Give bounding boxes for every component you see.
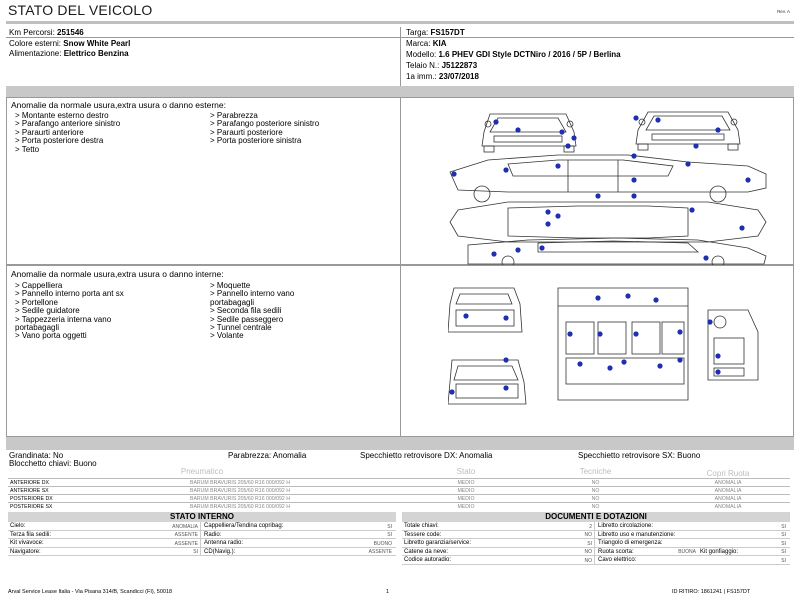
windshield-status: Parabrezza: Anomalia xyxy=(228,451,307,460)
plate-field: Targa: FS157DT xyxy=(406,28,465,37)
damage-marker xyxy=(503,315,508,320)
kv-label: Catene da neve: xyxy=(404,548,449,555)
page-title: STATO DEL VEICOLO xyxy=(8,2,153,18)
tyre-copri: ANOMALIA xyxy=(714,504,742,510)
damage-item: > Tetto xyxy=(15,144,40,154)
kv-label: Kit gonfiaggio: xyxy=(700,548,739,555)
damage-marker xyxy=(515,247,520,252)
exterior-damage-markers xyxy=(451,115,750,260)
damage-marker xyxy=(559,129,564,134)
kv-label: Ruota scorta: xyxy=(598,548,634,555)
kv-row xyxy=(8,531,396,540)
interior-cabin-top xyxy=(558,288,688,400)
divider xyxy=(200,522,201,531)
damage-marker xyxy=(621,359,626,364)
kv-label: Libretto garanzia/service: xyxy=(404,540,472,546)
chassis-field: Telaio N.: J5122873 xyxy=(406,61,478,70)
damage-item: > Tappezzeria interna vano xyxy=(15,314,112,324)
kv-value: SI xyxy=(781,523,786,530)
damage-item: > Pannello interno vano xyxy=(210,289,295,299)
kv-row xyxy=(402,522,790,531)
damage-marker xyxy=(689,207,694,212)
damage-marker xyxy=(631,177,636,182)
tyre-copri: ANOMALIA xyxy=(714,488,742,494)
summary-band xyxy=(6,437,794,450)
revision-label: Rev. A xyxy=(777,9,790,14)
wheel-cover-header: Copri Ruota xyxy=(706,469,750,478)
kv-row xyxy=(402,531,790,540)
divider xyxy=(400,27,401,87)
kv-row xyxy=(8,522,396,531)
kv-row xyxy=(402,556,790,565)
interior-title: Anomalie da normale usura,extra usura o danno interne: xyxy=(11,269,224,279)
tyre-row xyxy=(8,502,790,510)
damage-item: > Seconda fila sedili xyxy=(210,306,282,316)
damage-item: > Montante esterno destro xyxy=(15,111,109,120)
damage-marker xyxy=(545,221,550,226)
kv-value: SI xyxy=(387,523,392,530)
kv-value: SI xyxy=(781,540,786,547)
kv-label: Terza fila sedili: xyxy=(10,531,52,538)
divider xyxy=(200,539,201,548)
kv-value: 2 xyxy=(589,523,592,530)
damage-marker xyxy=(633,115,638,120)
damage-marker xyxy=(745,177,750,182)
tyre-desc: BARUM BRAVURIS 205/60 R16 000/092 H xyxy=(190,480,290,486)
damage-marker xyxy=(545,209,550,214)
kv-label: Triangolo di emergenza: xyxy=(598,540,663,546)
footer-page-number: 1 xyxy=(386,589,390,595)
damage-marker xyxy=(555,213,560,218)
damage-marker xyxy=(491,251,496,256)
damage-marker xyxy=(571,135,576,140)
damage-item: portabagagli xyxy=(15,323,60,333)
section-band xyxy=(6,86,794,97)
kv-value: NO xyxy=(584,549,592,555)
damage-marker xyxy=(631,153,636,158)
kv-value: SI xyxy=(781,557,786,564)
tyre-header: Pneumatico xyxy=(180,467,224,476)
damage-marker xyxy=(703,255,708,260)
damage-marker xyxy=(715,369,720,374)
kv-label: Kit vivavoce: xyxy=(10,540,44,546)
tyre-pos: POSTERIORE DX xyxy=(10,496,53,502)
damage-marker xyxy=(493,119,498,124)
kv-value: SI xyxy=(587,540,592,547)
kv-label: Tessere code: xyxy=(404,531,442,538)
damage-marker xyxy=(503,167,508,172)
tyre-desc: BARUM BRAVURIS 205/60 R16 000/092 H xyxy=(190,504,290,510)
kv-label: Cielo: xyxy=(10,523,26,529)
damage-item: > Paraurti posteriore xyxy=(210,127,283,137)
mirror-sx-status: Specchietto retrovisore SX: Buono xyxy=(578,451,701,460)
footer-id: ID RITIRO: 1861241 | FS157DT xyxy=(672,589,751,595)
tyre-row xyxy=(8,494,790,502)
kv-label: Radio: xyxy=(204,531,222,538)
divider xyxy=(200,548,201,557)
divider xyxy=(594,522,595,531)
damage-item: > Porta posteriore sinistra xyxy=(210,136,302,146)
damage-item: > Cappelliera xyxy=(15,281,63,290)
kv-row xyxy=(8,539,396,548)
damage-item: > Moquette xyxy=(210,281,251,290)
damage-marker xyxy=(625,293,630,298)
tyre-stato: MEDIO xyxy=(457,504,475,510)
kv-label: Navigatore: xyxy=(10,548,41,555)
damage-item: > Volante xyxy=(210,331,244,341)
damage-marker xyxy=(597,331,602,336)
damage-marker xyxy=(503,385,508,390)
damage-marker xyxy=(677,329,682,334)
divider xyxy=(594,531,595,540)
damage-marker xyxy=(633,331,638,336)
car-rear-view xyxy=(636,112,740,150)
tyre-desc: BARUM BRAVURIS 205/60 R16 000/092 H xyxy=(190,496,290,502)
fuel-field: Alimentazione: Elettrico Benzina xyxy=(9,49,129,58)
damage-marker xyxy=(715,353,720,358)
tyre-desc: BARUM BRAVURIS 205/60 R16 000/092 H xyxy=(190,488,290,494)
model-field: Modello: 1.6 PHEV GDI Style DCTNiro / 2016 / 5P / Berlina xyxy=(406,50,621,59)
divider xyxy=(594,556,595,565)
kv-label: Libretto circolazione: xyxy=(598,523,654,529)
footer-company: Arval Service Lease Italia - Via Pisana 314/B, Scandicci (FI), 50018 xyxy=(8,589,173,595)
kv-value: ASSENTE xyxy=(174,540,198,547)
kv-label: Codice autoradio: xyxy=(404,557,452,563)
tyre-tec: NO xyxy=(591,480,600,486)
tyre-tec: NO xyxy=(591,496,600,502)
km-field: Km Percorsi: 251546 xyxy=(9,28,84,37)
kv-label: Cavo elettrico: xyxy=(598,557,637,563)
damage-marker xyxy=(595,193,600,198)
tyre-row xyxy=(8,486,790,494)
damage-item: > Porta posteriore destra xyxy=(15,136,104,146)
damage-marker xyxy=(565,143,570,148)
internal-state-title: STATO INTERNO xyxy=(8,512,396,522)
kv-value: NO xyxy=(584,557,592,564)
damage-item: > Tunnel centrale xyxy=(210,323,272,333)
kv-value: ANOMALIA xyxy=(172,523,198,530)
damage-item: > Paraurti anteriore xyxy=(15,127,84,137)
damage-item: > Parafango anteriore sinistro xyxy=(15,119,121,129)
damage-marker xyxy=(449,389,454,394)
interior-rear-view xyxy=(448,288,522,332)
hail-status: Grandinata: No xyxy=(9,451,64,460)
damage-marker xyxy=(693,143,698,148)
tyre-pos: ANTERIORE DX xyxy=(10,480,49,486)
damage-marker xyxy=(631,193,636,198)
tyre-stato: MEDIO xyxy=(457,496,475,502)
kv-value: SI xyxy=(781,532,786,538)
header-divider xyxy=(6,21,794,24)
tyre-copri: ANOMALIA xyxy=(714,496,742,502)
damage-marker xyxy=(653,297,658,302)
damage-marker xyxy=(739,225,744,230)
car-left-side-view xyxy=(450,155,766,202)
kv-value: SI xyxy=(387,532,392,538)
color-field: Colore esterni: Snow White Pearl xyxy=(9,39,131,48)
damage-item: > Parabrezza xyxy=(210,111,258,120)
divider xyxy=(400,97,401,265)
divider xyxy=(594,539,595,548)
kv-label: Libretto uso e manutenzione: xyxy=(598,531,676,538)
kv-value: NO xyxy=(584,532,592,538)
kv-value: ASSENTE xyxy=(368,549,392,555)
damage-marker xyxy=(515,127,520,132)
kv-label: CD(Navig.): xyxy=(204,548,236,555)
damage-marker xyxy=(685,161,690,166)
kv-value: SI xyxy=(781,549,786,555)
kv-value: ASSENTE xyxy=(174,532,198,538)
state-header: Stato xyxy=(456,467,476,476)
interior-front-view xyxy=(448,360,526,404)
tyre-row xyxy=(8,478,790,486)
internal-state-table xyxy=(8,522,396,556)
kv-row xyxy=(402,548,790,557)
car-top-view xyxy=(450,202,766,242)
damage-marker xyxy=(503,357,508,362)
kv-label: Totale chiavi: xyxy=(404,523,439,529)
documents-table xyxy=(402,522,790,565)
exterior-damage-list-2 xyxy=(210,112,319,146)
damage-item: > Sedile guidatore xyxy=(15,306,80,316)
exterior-title: Anomalie da normale usura,extra usura o danno esterne: xyxy=(11,100,226,110)
tyre-tec: NO xyxy=(591,504,600,510)
damage-marker xyxy=(567,331,572,336)
brand-field: Marca: KIA xyxy=(406,39,447,48)
interior-side-view xyxy=(708,310,758,380)
kv-value: BUONA xyxy=(678,549,696,555)
damage-marker xyxy=(577,361,582,366)
tyre-stato: MEDIO xyxy=(457,480,475,486)
damage-marker xyxy=(539,245,544,250)
interior-car-diagram xyxy=(448,282,793,432)
tyre-table xyxy=(8,478,790,510)
damage-item: > Portellone xyxy=(15,297,58,307)
damage-marker xyxy=(463,313,468,318)
divider xyxy=(200,531,201,540)
tyre-tec: NO xyxy=(591,488,600,494)
keys-status: Blocchetto chiavi: Buono xyxy=(9,459,97,468)
damage-marker xyxy=(655,117,660,122)
kv-row xyxy=(402,539,790,548)
damage-item: > Sedile passeggero xyxy=(210,314,284,324)
mirror-dx-status: Specchietto retrovisore DX: Anomalia xyxy=(360,451,493,460)
damage-marker xyxy=(707,319,712,324)
damage-item: > Pannello interno porta ant sx xyxy=(15,289,124,299)
registration-field: 1a imm.: 23/07/2018 xyxy=(406,72,479,81)
documents-title: DOCUMENTI E DOTAZIONI xyxy=(402,512,790,522)
kv-label: Cappelliera/Tendina copribag: xyxy=(204,523,284,529)
damage-marker xyxy=(677,357,682,362)
divider xyxy=(594,548,595,557)
tyre-pos: ANTERIORE SX xyxy=(10,488,49,494)
damage-marker xyxy=(715,127,720,132)
exterior-damage-list-1 xyxy=(15,112,120,154)
kv-value: BUONO xyxy=(373,540,392,547)
interior-damage-list-2 xyxy=(210,282,294,341)
damage-marker xyxy=(555,163,560,168)
interior-damage-markers xyxy=(449,293,720,394)
technical-header: Tecniche xyxy=(579,467,612,476)
damage-marker xyxy=(595,295,600,300)
damage-marker xyxy=(607,365,612,370)
damage-marker xyxy=(451,171,456,176)
damage-marker xyxy=(657,363,662,368)
tyre-copri: ANOMALIA xyxy=(714,480,742,486)
interior-damage-list-1 xyxy=(15,282,124,341)
kv-row xyxy=(8,548,396,557)
damage-item: > Vano porta oggetti xyxy=(15,331,87,341)
damage-item: portabagagli xyxy=(210,297,255,307)
tyre-pos: POSTERIORE SX xyxy=(10,504,53,510)
divider xyxy=(400,265,401,437)
tyre-stato: MEDIO xyxy=(457,488,475,494)
damage-item: > Parafango posteriore sinistro xyxy=(210,119,320,129)
exterior-car-diagram xyxy=(448,100,788,265)
kv-label: Antenna radio: xyxy=(204,540,244,546)
kv-value: SI xyxy=(193,549,198,555)
